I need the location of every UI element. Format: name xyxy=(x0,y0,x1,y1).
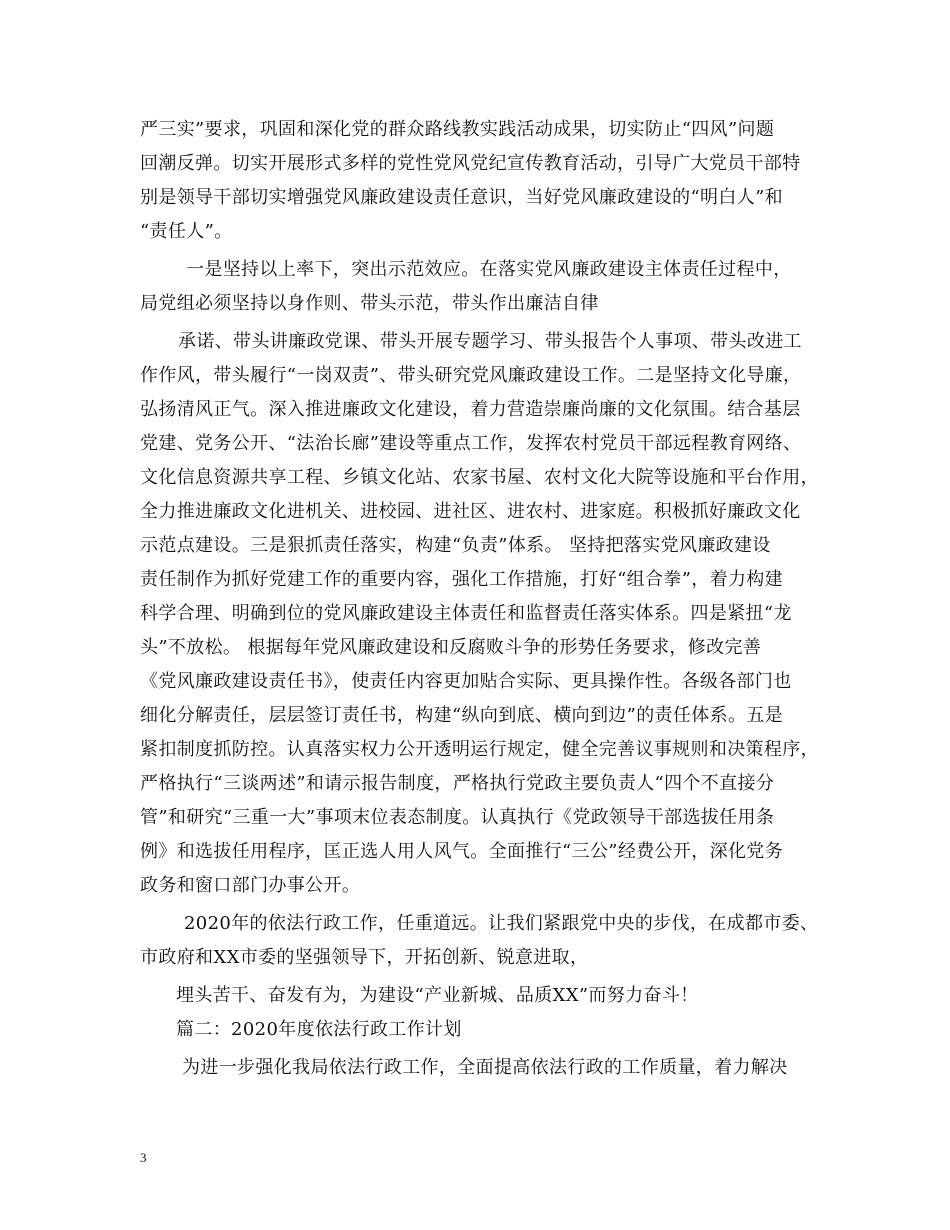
page-number: 3 xyxy=(140,1150,147,1165)
text-line: 局党组必须坚持以身作则、带头示范，带头作出廉洁自律 xyxy=(140,293,599,314)
text-line: 科学合理、明确到位的党风廉政建设主体责任和监督责任落实体系。四是紧扭“龙 xyxy=(140,603,792,624)
text-line: 作作风，带头履行“一岗双责”、带头研究党风廉政建设工作。二是坚持文化导廉， xyxy=(140,365,802,386)
text-line: 市政府和XX市委的坚强领导下，开拓创新、锐意进取， xyxy=(140,947,589,968)
text-line: 紧扣制度抓防控。认真落实权力公开透明运行规定，健全完善议事规则和决策程序， xyxy=(140,739,819,760)
text-line: 文化信息资源共享工程、乡镇文化站、农家书屋、农村文化大院等设施和平台作用， xyxy=(140,467,819,488)
text-line: 为进一步强化我局依法行政工作，全面提高依法行政的工作质量，着力解决 xyxy=(182,1057,788,1078)
text-line: “责任人”。 xyxy=(140,221,233,242)
section-heading: 篇二：2020年度依法行政工作计划 xyxy=(176,1019,462,1040)
text-line: 例》和选拔任用程序，匡正选人用人风气。全面推行“三公”经费公开，深化党务 xyxy=(140,841,784,862)
text-line: 别是领导干部切实增强党风廉政建设责任意识，当好党风廉政建设的“明白人”和 xyxy=(140,187,784,208)
text-line: 2020年的依法行政工作，任重道远。让我们紧跟党中央的步伐，在成都市委、 xyxy=(184,913,819,934)
text-line: 《党风廉政建设责任书》，使责任内容更加贴合实际、更具操作性。各级各部门也 xyxy=(140,671,792,692)
text-line: 责任制作为抓好党建工作的重要内容，强化工作措施，打好“组合拳”，着力构建 xyxy=(140,569,784,590)
text-line: 细化分解责任，层层签订责任书，构建“纵向到底、横向到边”的责任体系。五是 xyxy=(140,705,784,726)
text-line: 严格执行“三谈两述”和请示报告制度，严格执行党政主要负责人“四个不直接分 xyxy=(140,773,775,794)
text-line: 头”不放松。 根据每年党风廉政建设和反腐败斗争的形势任务要求，修改完善 xyxy=(140,637,762,658)
text-line: 回潮反弹。切实开展形式多样的党性党风党纪宣传教育活动，引导广大党员干部特 xyxy=(140,153,801,174)
text-line: 一是坚持以上率下，突出示范效应。在落实党风廉政建设主体责任过程中， xyxy=(186,259,792,280)
text-line: 弘扬清风正气。深入推进廉政文化建设，着力营造崇廉尚廉的文化氛围。结合基层 xyxy=(140,399,801,420)
text-line: 示范点建设。三是狠抓责任落实，构建“负责”体系。 坚持把落实党风廉政建设 xyxy=(140,535,771,556)
text-line: 党建、党务公开、“法治长廊”建设等重点工作，发挥农村党员干部远程教育网络、 xyxy=(140,433,802,454)
text-line: 政务和窗口部门办事公开。 xyxy=(140,875,361,896)
text-line: 埋头苦干、奋发有为，为建设“产业新城、品质XX”而努力奋斗！ xyxy=(176,985,699,1006)
text-line: 承诺、带头讲廉政党课、带头开展专题学习、带头报告个人事项、带头改进工 xyxy=(178,331,802,352)
text-line: 全力推进廉政文化进机关、进校园、进社区、进农村、进家庭。积极抓好廉政文化 xyxy=(140,501,801,522)
text-line: 管”和研究“三重一大”事项末位表态制度。认真执行《党政领导干部选拔任用条 xyxy=(140,807,775,828)
text-line: 严三实”要求，巩固和深化党的群众路线教实践活动成果，切实防止“四风”问题 xyxy=(140,119,775,140)
